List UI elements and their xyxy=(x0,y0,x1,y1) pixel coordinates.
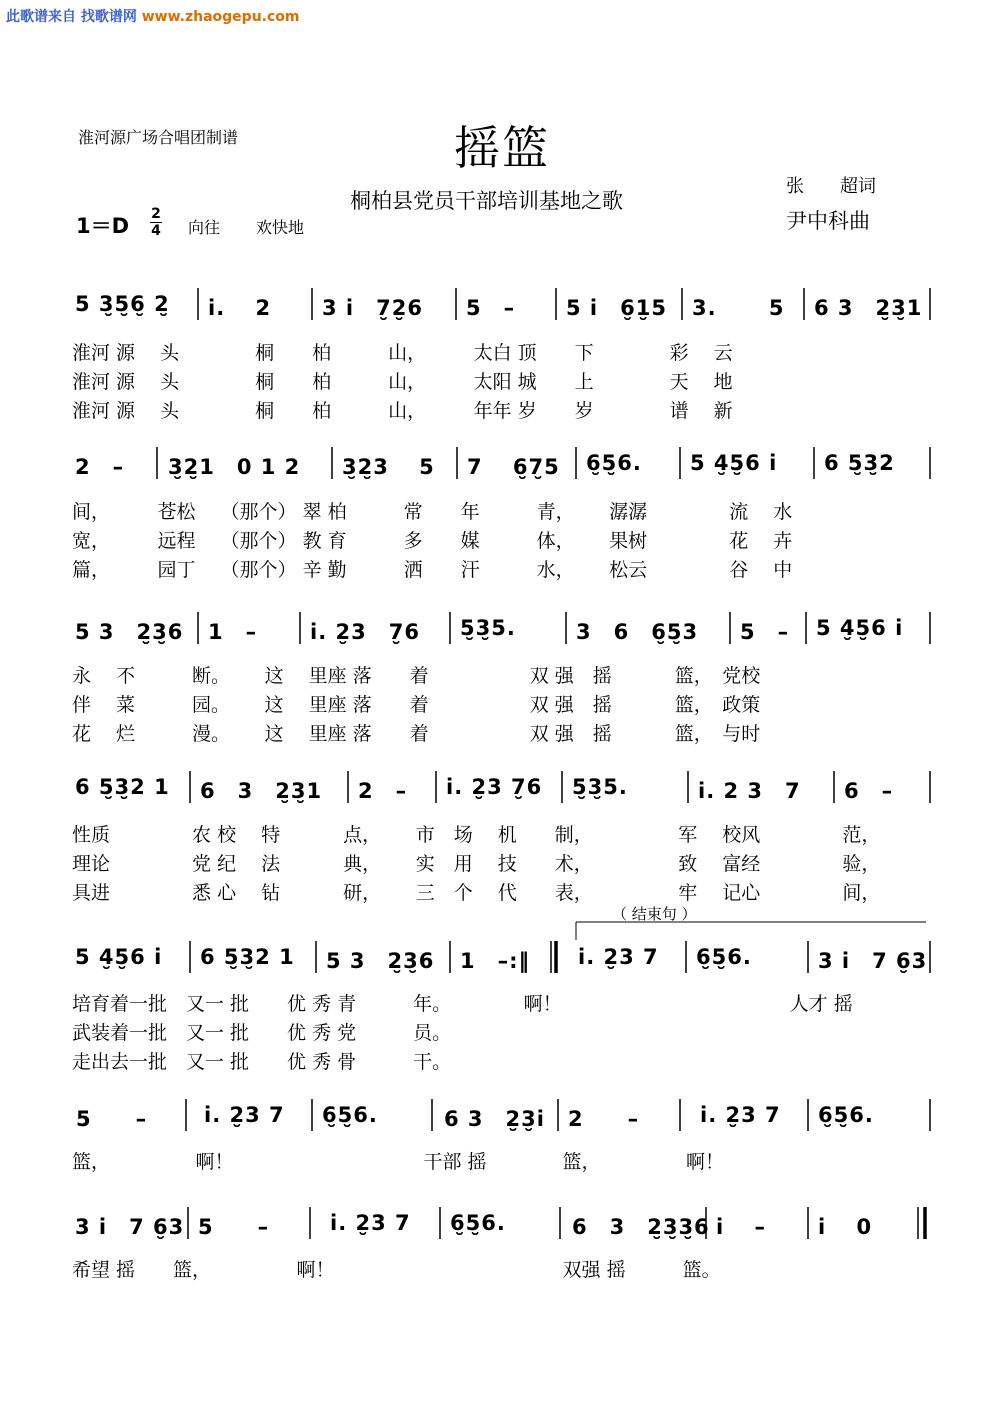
meter-top: 2 xyxy=(151,206,161,222)
system-3-measure-6: 5 – xyxy=(740,620,790,644)
watermark-url: www.zhaogepu.com xyxy=(141,9,300,25)
system-7-measure-7: i 0 xyxy=(818,1215,873,1239)
tempo-mark-1: 向往 xyxy=(188,218,221,237)
system-2-measure-2: 3̮2̮1 0 1 2 xyxy=(168,455,301,479)
score-source: 淮河源广场合唱团制谱 xyxy=(78,128,239,147)
system-3-measure-3: i. 2̮3 7̮6 xyxy=(310,620,420,644)
system-7-measure-4: 6̮5̮6. xyxy=(450,1211,506,1235)
ending-section-label: （ 结束句 ） xyxy=(612,905,697,923)
system-1-lyrics-verse-1: 淮河 源 头 桐 柏 山， 太白 顶 下 彩 云 xyxy=(72,342,733,364)
system-1-measure-2: i. 2 xyxy=(208,296,272,320)
system-6-measure-6: i. 2̮3 7 xyxy=(700,1103,781,1127)
system-5-measure-3: 5 3 2̮3̮6 xyxy=(326,949,435,973)
lyricist: 张 超词 xyxy=(786,176,876,197)
composer: 尹中科曲 xyxy=(786,209,870,233)
system-3-measure-4: 5̮3̮5. xyxy=(460,616,516,640)
meter-bottom: 4 xyxy=(151,223,161,239)
system-2-measure-3: 3̮2̮3 5 xyxy=(342,455,435,479)
system-3-measure-1: 5 3 2̮3̮6 xyxy=(75,620,184,644)
system-7-measure-5: 6 3 2̮3̮3̮6 xyxy=(572,1215,710,1239)
system-5-lyrics-verse-1: 培育着一批 又一 批 优 秀 青 年。 啊！ 人才 摇 xyxy=(72,993,853,1015)
system-2-measure-7: 6 5̮3̮2 xyxy=(824,451,895,475)
system-7-measure-1: 3 i 7 6̮3 xyxy=(75,1215,185,1239)
system-5-measure-1: 5 4̮5̮6 i xyxy=(75,945,163,969)
system-4-measure-4: i. 2̮3 7̮6 xyxy=(446,775,543,799)
system-7-measure-3: i. 2̮3 7 xyxy=(330,1211,411,1235)
system-6-lyrics: 篮， 啊！ 干部 摇 篮， 啊！ xyxy=(72,1151,725,1173)
tempo-mark-2: 欢快地 xyxy=(256,218,305,237)
system-1-lyrics-verse-3: 淮河 源 头 桐 柏 山， 年年 岁 岁 谱 新 xyxy=(72,400,733,422)
system-2-measure-4: 7 6̮7̮5 xyxy=(467,455,560,479)
system-2-measure-1: 2 – xyxy=(75,455,125,479)
system-7-measure-6: i – xyxy=(716,1215,767,1239)
system-4-measure-2: 6 3 2̮3̮1 xyxy=(200,779,323,803)
system-4-lyrics-verse-3: 具进 悉 心 钻 研， 三 个 代 表， 牢 记心 间， xyxy=(72,882,881,904)
system-7-lyrics: 希望 摇 篮， 啊！ 双强 摇 篮。 xyxy=(72,1259,721,1281)
system-4-lyrics-verse-1: 性质 农 校 特 点， 市 场 机 制， 军 校风 范， xyxy=(72,824,881,846)
system-1-measure-1: 5 3̮5̮6̮ 2̮ xyxy=(75,292,170,316)
song-subtitle: 桐柏县党员干部培训基地之歌 xyxy=(350,189,623,213)
system-4-measure-1: 6 5̮3̮2 1 xyxy=(75,775,170,799)
system-1-measure-7: 6 3 2̮3̮1 xyxy=(814,296,923,320)
system-6-measure-2: i. 2̮3 7 xyxy=(204,1103,285,1127)
system-1-lyrics-verse-2: 淮河 源 头 桐 柏 山， 太阳 城 上 天 地 xyxy=(72,371,733,393)
system-1-measure-5: 5 i 6̮1̮5 xyxy=(566,296,667,320)
system-3-measure-7: 5 4̮5̮6 i xyxy=(816,616,904,640)
system-2-lyrics-verse-1: 间， 苍松 （那个） 翠 柏 常 年 青， 潺潺 流 水 xyxy=(72,501,793,523)
system-5-measure-4: 1 –:‖ xyxy=(460,949,531,973)
key-signature: 1＝D xyxy=(76,214,130,238)
system-6-measure-1: 5 – xyxy=(76,1107,148,1131)
system-1-measure-3: 3 i 7̮2̮6 xyxy=(322,296,423,320)
system-6-measure-3: 6̮5̮6. xyxy=(322,1103,378,1127)
system-4-measure-3: 2 – xyxy=(358,779,408,803)
system-4-measure-5: 5̮3̮5. xyxy=(572,775,628,799)
song-title: 摇篮 xyxy=(454,121,550,175)
system-6-measure-5: 2 – xyxy=(568,1107,640,1131)
system-4-lyrics-verse-2: 理论 党 纪 法 典， 实 用 技 术， 致 富经 验， xyxy=(72,853,881,875)
system-3-lyrics-verse-2: 伴 菜 园。 这 里座 落 着 双 强 摇 篮， 政策 xyxy=(72,694,761,716)
watermark-site: 此歌谱来自 找歌谱网 xyxy=(6,9,142,25)
system-3-lyrics-verse-3: 花 烂 漫。 这 里座 落 着 双 强 摇 篮， 与时 xyxy=(72,723,761,745)
system-3-measure-2: 1 – xyxy=(208,620,258,644)
system-5-lyrics-verse-3: 走出去一批 又一 批 优 秀 骨 干。 xyxy=(72,1051,452,1073)
system-7-measure-2: 5 – xyxy=(198,1215,270,1239)
system-6-measure-4: 6 3 2̮3̮i xyxy=(444,1107,545,1131)
system-3-lyrics-verse-1: 永 不 断。 这 里座 落 着 双 强 摇 篮， 党校 xyxy=(72,665,761,687)
system-1-measure-4: 5 – xyxy=(466,296,516,320)
system-5-measure-5: i. 2̮3 7 xyxy=(578,945,659,969)
system-5-lyrics-verse-2: 武装着一批 又一 批 优 秀 党 员。 xyxy=(72,1022,452,1044)
system-5-measure-6: 6̮5̮6. xyxy=(696,945,752,969)
system-2-lyrics-verse-3: 篇， 园丁 （那个） 辛 勤 洒 汗 水， 松云 谷 中 xyxy=(72,559,793,581)
system-6-measure-7: 6̮5̮6. xyxy=(818,1103,874,1127)
system-5-measure-2: 6 5̮3̮2 1 xyxy=(200,945,295,969)
system-2-lyrics-verse-2: 宽， 远程 （那个） 教 育 多 媒 体， 果树 花 卉 xyxy=(72,530,793,552)
system-4-measure-7: 6 – xyxy=(844,779,894,803)
system-4-measure-6: i. 2 3 7 xyxy=(698,779,801,803)
system-1-measure-6: 3. 5 xyxy=(692,296,785,320)
system-5-measure-7: 3 i 7 6̮3 xyxy=(818,949,928,973)
system-3-measure-5: 3 6 6̮5̮3 xyxy=(576,620,699,644)
system-2-measure-6: 5 4̮5̮6 i xyxy=(690,451,778,475)
system-2-measure-5: 6̮5̮6. xyxy=(586,451,642,475)
